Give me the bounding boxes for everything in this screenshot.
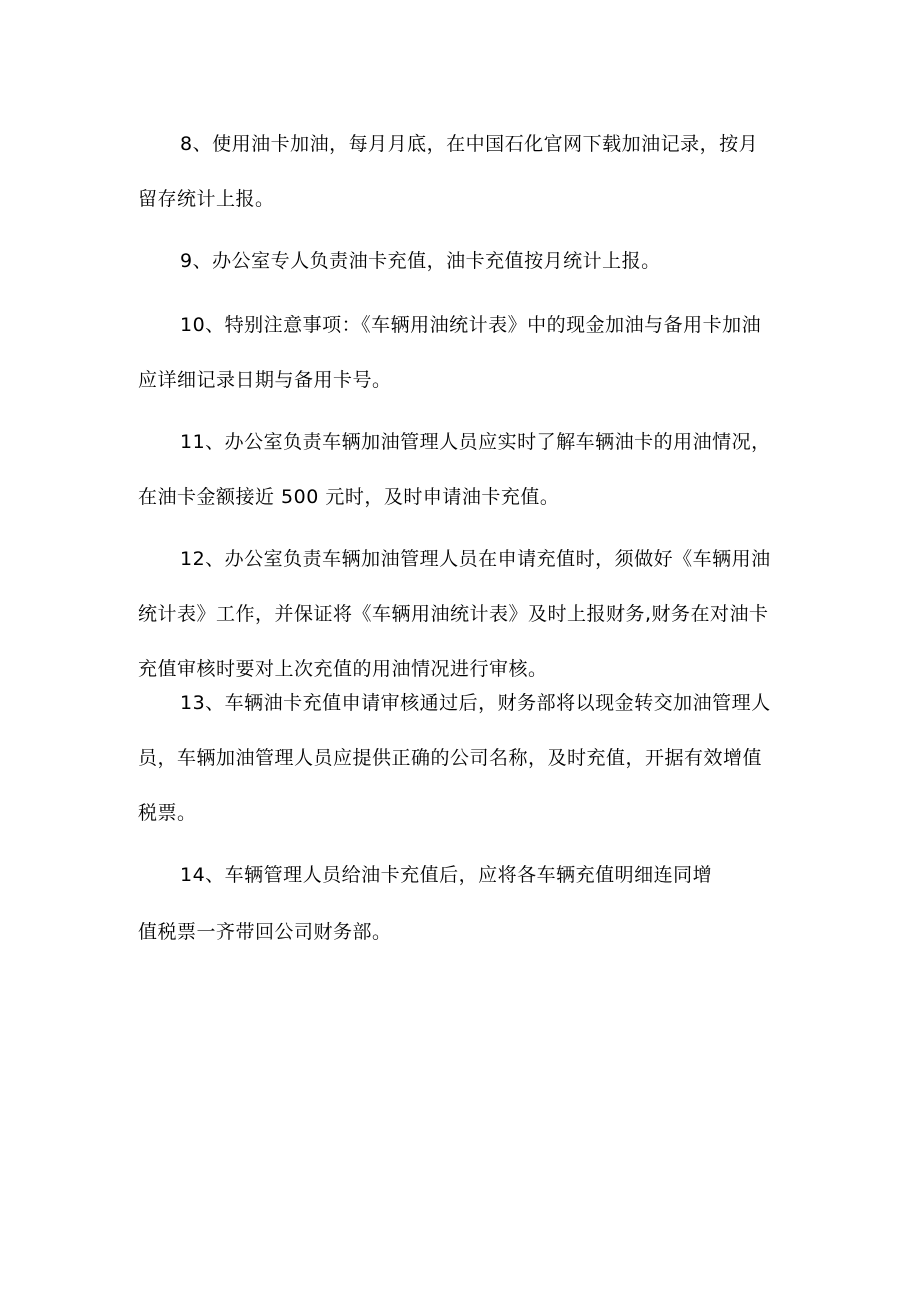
paragraph-item-12 [138, 532, 798, 697]
paragraph-line: 11、办公室负责车辆加油管理人员应实时了解车辆油卡的用油情况， [180, 431, 771, 453]
paragraph-line: 员，车辆加油管理人员应提供正确的公司名称，及时充值，开据有效增值 [138, 747, 763, 769]
paragraph-item-11 [138, 415, 798, 525]
paragraph-line: 14、车辆管理人员给油卡充值后，应将各车辆充值明细连同增 [180, 864, 713, 886]
paragraph-line: 应详细记录日期与备用卡号。 [138, 369, 392, 391]
paragraph-line: 8、使用油卡加油，每月月底，在中国石化官网下载加油记录，按月 [180, 133, 759, 155]
paragraph-line: 10、特别注意事项：《车辆用油统计表》中的现金加油与备用卡加油 [180, 314, 762, 336]
paragraph-line: 充值审核时要对上次充值的用油情况进行审核。 [138, 658, 548, 680]
paragraph-line: 9、办公室专人负责油卡充值，油卡充值按月统计上报。 [180, 250, 661, 272]
paragraph-line: 值税票一齐带回公司财务部。 [138, 921, 392, 943]
paragraph-item-8 [138, 117, 798, 227]
paragraph-line: 税票。 [138, 802, 197, 824]
paragraph-line: 在油卡金额接近 500 元时，及时申请油卡充值。 [138, 486, 560, 508]
paragraph-item-9 [138, 234, 798, 289]
paragraph-item-10 [138, 298, 798, 408]
paragraph-item-14 [138, 848, 798, 960]
paragraph-line: 留存统计上报。 [138, 188, 275, 210]
paragraph-item-13 [138, 676, 798, 841]
paragraph-line: 统计表》工作，并保证将《车辆用油统计表》及时上报财务,财务在对油卡 [138, 603, 769, 625]
paragraph-line: 12、办公室负责车辆加油管理人员在申请充值时，须做好《车辆用油 [180, 548, 771, 570]
paragraph-line: 13、车辆油卡充值申请审核通过后，财务部将以现金转交加油管理人 [180, 692, 771, 714]
